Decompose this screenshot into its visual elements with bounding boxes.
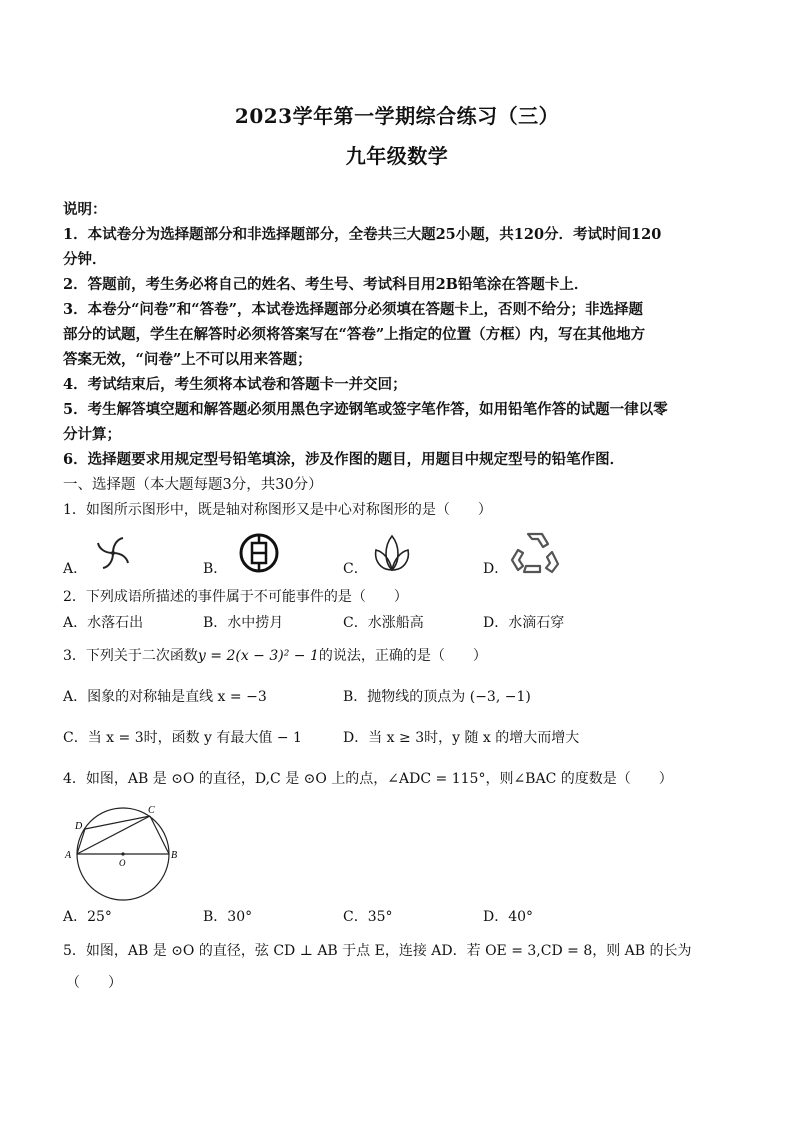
q1-option-d-label: D．	[483, 561, 509, 577]
recycle-icon	[510, 530, 560, 576]
circle-diagram	[62, 805, 192, 905]
page-title: 2023学年第一学期综合练习（三）	[234, 104, 560, 128]
instruction-line: 5．考生解答填空题和解答题必须用黑色字迹钢笔或签字笔作答，如用铅笔作答的试题一律以零	[63, 401, 668, 418]
instruction-line: 1．本试卷分为选择题部分和非选择题部分，全卷共三大题25小题，共120分．考试时间120	[63, 226, 662, 243]
q3-option-a: A．图象的对称轴是直线 x = −3	[63, 689, 267, 705]
instruction-line: 3．本卷分“问卷”和“答卷”，本试卷选择题部分必须填在答题卡上，否则不给分；非选择题	[63, 301, 643, 318]
figure-label-a: A	[65, 850, 72, 861]
q1-option-a-label: A．	[63, 561, 88, 577]
instruction-line: 2．答题前，考生务必将自己的姓名、考生号、考试科目用2B铅笔涂在答题卡上．	[63, 276, 589, 293]
q3-stem-suffix: 的说法，正确的是（ ）	[318, 648, 487, 664]
q3-option-b: B．抛物线的顶点为 (−3, −1)	[343, 689, 531, 705]
figure-label-c: C	[148, 805, 155, 816]
pinwheel-icon	[92, 532, 134, 574]
page-subtitle: 九年级数学	[345, 144, 449, 168]
lotus-icon	[370, 532, 414, 574]
question-5-stem: 5．如图，AB 是 ⊙O 的直径，弦 CD ⊥ AB 于点 E，连接 AD．若 OE = 3,CD = 8，则 AB 的长为	[63, 943, 692, 959]
q2-option-a: A．水落石出	[63, 615, 144, 631]
section-heading: 一、选择题（本大题每题3分，共30分）	[63, 477, 323, 493]
question-3-stem	[63, 645, 487, 665]
instruction-line: 分计算；	[63, 426, 121, 443]
instruction-line: 答案无效，“问卷”上不可以用来答题；	[63, 351, 312, 368]
q4-option-d: D．40°	[483, 909, 534, 925]
figure-label-b: B	[171, 850, 178, 861]
q2-option-d: D．水滴石穿	[483, 615, 565, 631]
q4-option-b: B．30°	[203, 909, 253, 925]
instruction-line: 6．选择题要求用规定型号铅笔填涂，涉及作图的题目，用题目中规定型号的铅笔作图．	[63, 451, 625, 468]
question-4-stem: 4．如图，AB 是 ⊙O 的直径，D,C 是 ⊙O 上的点，∠ADC = 115°，则∠BAC 的度数是（ ）	[63, 771, 673, 787]
q1-option-c-label: C．	[343, 561, 368, 577]
q3-option-d: D．当 x ≥ 3时，y 随 x 的增大而增大	[343, 730, 580, 746]
q2-option-b: B．水中捞月	[203, 615, 284, 631]
q3-formula: y = 2(x − 3)² − 1	[197, 648, 319, 664]
q3-stem-prefix: 3．下列关于二次函数	[63, 648, 198, 664]
instruction-line: 分钟．	[63, 251, 107, 268]
q3-option-c: C．当 x = 3时，函数 y 有最大值 − 1	[63, 730, 302, 746]
question-1-stem: 1．如图所示图形中，既是轴对称图形又是中心对称图形的是（ ）	[63, 502, 492, 518]
figure-label-d: D	[75, 821, 83, 832]
instructions-heading: 说明：	[63, 201, 107, 218]
question-2-stem: 2．下列成语所描述的事件属于不可能事件的是（ ）	[63, 589, 408, 605]
q1-option-b-label: B．	[203, 561, 228, 577]
q2-option-c: C．水涨船高	[343, 615, 424, 631]
q4-option-a: A．25°	[63, 909, 112, 925]
figure-label-o: O	[119, 858, 126, 868]
instruction-line: 4．考试结束后，考生须将本试卷和答题卡一并交回；	[63, 376, 407, 393]
question-5-blank: （ ）	[66, 975, 122, 991]
q4-option-c: C．35°	[343, 909, 393, 925]
instruction-line: 部分的试题，学生在解答时必须将答案写在“答卷”上指定的位置（方框）内，写在其他地方	[63, 326, 646, 343]
coin-icon	[238, 532, 280, 574]
